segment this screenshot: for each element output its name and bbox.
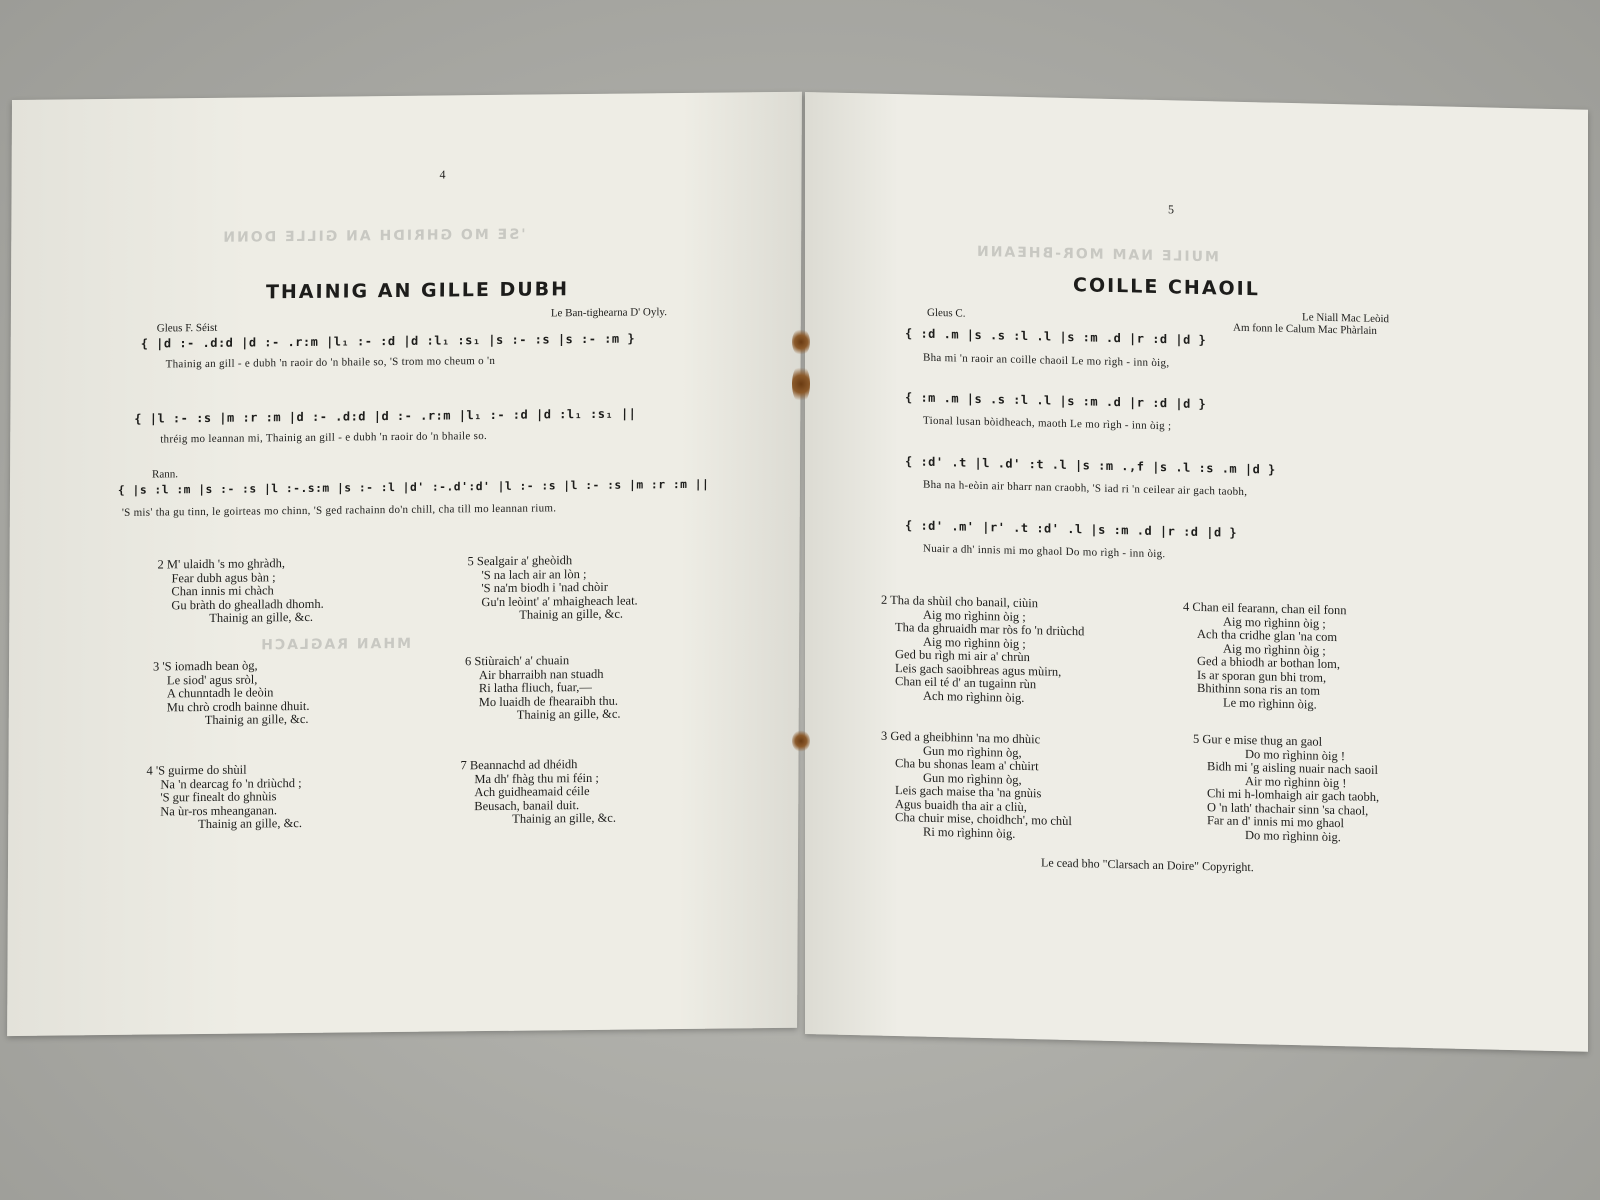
verse-3: [881, 730, 1072, 842]
verse-line: Leis gach maise tha 'na gnùis: [895, 783, 1042, 801]
verse-line: Fear dubh agus bàn ;: [171, 569, 276, 585]
verse-refrain: Thainig an gille, &c.: [516, 706, 621, 722]
verse-refrain: Thainig an gille, &c.: [519, 606, 624, 622]
verse-line: Chi mi h-lomhaigh air gach taobh,: [1207, 786, 1380, 805]
verse-line: 3 Ged a gheibhinn 'na mo dhùic: [881, 728, 1041, 747]
verse-line: Ri latha fliuch, fuar,—: [478, 679, 592, 696]
verse-line: Is ar sporan gun bhi trom,: [1197, 667, 1327, 685]
bleed-through-text: 'SE MO GHRIDH AN GILLE DONN: [221, 226, 526, 246]
verse-line: 7 Beannachd ad dhéidh: [460, 757, 578, 773]
gutter-stain: [792, 364, 810, 404]
verse-line: Air mo rìghinn òig !: [1245, 773, 1347, 790]
verse-line: Chan eil té d' an tugainn rùn: [895, 674, 1037, 692]
music-notes-line-3: { |s :l :m |s :- :s |l :-.s:m |s :- :l |d' :-.d':d' |l :- :s |l :- :s |m :r :m ||: [117, 477, 710, 497]
verse-line: O 'n lath' thachair sinn 'sa chaol,: [1207, 799, 1369, 818]
gutter-stain: [792, 730, 810, 752]
verse-line: Gu bràth do ghealladh dhomh.: [171, 596, 324, 612]
verse-line: Mo luaidh de fhearaibh thu.: [478, 693, 619, 709]
verse-line: Mu chrò crodh bainne dhuit.: [166, 698, 310, 714]
verse-line: Na 'n dearcag fo 'n driùchd ;: [160, 775, 302, 791]
verse-4: [146, 763, 302, 832]
verse-line: Gu'n leòint' a' mhaigheach leat.: [481, 592, 638, 609]
verse-line: 6 Stiùraich' a' chuain: [464, 653, 570, 669]
song-title: THAINIG AN GILLE DUBH: [265, 278, 570, 304]
lyrics-line-4: Nuair a dh' innis mi mo ghaol Do mo rìgh - inn òig.: [923, 542, 1166, 561]
lyrics-line-2: Tional lusan bòidheach, maoth Le mo rìgh - inn òig ;: [923, 414, 1172, 433]
verse-2: [881, 594, 1084, 707]
verse-line: Tha da ghruaidh mar ròs fo 'n driùchd: [895, 620, 1085, 639]
page-number: 4: [439, 167, 446, 182]
verse-line: 4 'S guirme do shùil: [146, 762, 247, 778]
lyrics-line-1: Bha mi 'n raoir an coille chaoil Le mo rìgh - inn òig,: [923, 351, 1170, 370]
music-notes-line-2: { |l :- :s |m :r :m |d :- .d:d |d :- .r:m |l₁ :- :d |d :l₁ :s₁ ||: [134, 406, 637, 426]
verse-line: Aig mo rìghinn òig ;: [1223, 613, 1326, 631]
music-notes-line-1: { |d :- .d:d |d :- .r:m |l₁ :- :d |d :l₁ :s₁ |s :- :s |s :- :m }: [140, 331, 636, 351]
key-signature: Gleus F. Séist: [156, 321, 218, 335]
verse-4: [1183, 601, 1346, 713]
right-page: [805, 92, 1588, 1052]
verse-line: Gun mo rìghinn òg,: [923, 770, 1022, 787]
page-number: 5: [1168, 202, 1174, 217]
verse-5: [467, 553, 638, 622]
verse-line: Cha bu shonas leam a' chùirt: [895, 756, 1039, 774]
verse-line: Na ùr-ros mheanganan.: [160, 802, 278, 818]
verse-line: Le mo rìghinn òig.: [1223, 694, 1317, 712]
left-page: [7, 92, 802, 1036]
rann-label: Rann.: [151, 468, 179, 481]
verse-line: 'S gur finealt do ghnùis: [160, 789, 277, 805]
verse-5: [1193, 733, 1379, 845]
verse-6: [465, 654, 621, 723]
key-signature: Gleus C.: [927, 306, 966, 320]
verse-refrain: Thainig an gille, &c.: [198, 815, 303, 832]
verse-line: Aig mo rìghinn òig ;: [923, 634, 1026, 651]
verse-refrain: Thainig an gille, &c.: [209, 609, 314, 625]
copyright-notice: Le cead bho "Clarsach an Doire" Copyright.: [1041, 855, 1254, 875]
song-title: COILLE CHAOIL: [1073, 274, 1260, 301]
verse-refrain: Thainig an gille, &c.: [204, 711, 309, 727]
verse-line: Ach tha cridhe glan 'na com: [1197, 626, 1338, 645]
verse-line: 'S na'm biodh i 'nad chòir: [481, 579, 608, 596]
verse-line: 5 Sealgair a' gheòidh: [467, 553, 573, 569]
composer-credit: Le Ban-tighearna D' Oyly.: [550, 306, 668, 320]
verse-line: Far an d' innis mi mo ghaol: [1207, 813, 1344, 831]
verse-7: [460, 758, 616, 827]
verse-line: Leis gach saoibhreas agus mùirn,: [895, 660, 1062, 679]
verse-line: 2 Tha da shùil cho banail, ciùin: [881, 592, 1039, 611]
verse-line: 'S na lach air an lòn ;: [481, 566, 587, 582]
composer-credit: Le Niall Mac Leòid: [1302, 311, 1390, 326]
verse-line: Cha chuir mise, choidhch', mo chùl: [895, 810, 1072, 829]
verse-line: A chunntadh le deòin: [166, 685, 274, 701]
verse-refrain: Thainig an gille, &c.: [512, 810, 617, 826]
bleed-through-text: MUILE NAM MOR-BHEANN: [975, 243, 1219, 266]
verse-line: Air bharraibh nan stuadh: [478, 666, 604, 682]
lyrics-line-1: Thainig an gill - e dubh 'n raoir do 'n bhaile so, 'S trom mo cheum o 'n: [165, 354, 496, 371]
verse-line: Beusach, banail duit.: [474, 797, 580, 813]
verse-line: Ged a bhiodh ar bothan lom,: [1197, 653, 1341, 672]
verse-line: Aig mo rìghinn òig ;: [923, 607, 1026, 624]
verse-line: Do mo rìghinn òig !: [1245, 746, 1345, 763]
verse-line: Bidh mi 'g aisling nuair nach saoil: [1207, 759, 1378, 778]
verse-line: Ged bu rìgh mi air a' chrùn: [895, 647, 1030, 665]
verse-line: Le siod' agus sròl,: [166, 671, 258, 687]
verse-line: Chan innis mi chàch: [171, 583, 274, 599]
verse-line: Ri mo rìghinn òig.: [923, 824, 1016, 841]
music-notes-line-1: { :d .m |s .s :l .l |s :m .d |r :d |d }: [905, 326, 1207, 348]
verse-line: 3 'S iomadh bean òg,: [152, 658, 258, 674]
lyrics-line-3: 'S mis' tha gu tinn, le goirteas mo chinn, 'S ged rachainn do'n chill, cha till mo leannan rium.: [121, 502, 557, 519]
verse-3: [153, 659, 310, 728]
verse-2: [157, 557, 324, 626]
verse-line: Ma dh' fhàg thu mi féin ;: [474, 770, 599, 786]
verse-line: 2 M' ulaidh 's mo ghràdh,: [157, 556, 286, 572]
verse-line: Ach mo rìghinn òig.: [923, 688, 1025, 705]
verse-line: 5 Gur e mise thug an gaol: [1193, 731, 1323, 749]
verse-line: Agus buaidh tha air a cliù,: [895, 796, 1027, 814]
verse-line: Bhithinn sona ris an tom: [1197, 680, 1320, 698]
verse-line: Do mo rìghinn òig.: [1245, 827, 1341, 844]
gutter-stain: [792, 328, 810, 356]
lyrics-line-2: thréig mo leannan mi, Thainig an gill - e dubh 'n raoir do 'n bhaile so.: [160, 430, 488, 446]
lyrics-line-3: Bha na h-eòin air bharr nan craobh, 'S iad ri 'n ceilear air gach taobh,: [923, 478, 1248, 499]
arranger-credit: Am fonn le Calum Mac Phàrlain: [1233, 321, 1377, 337]
verse-line: Gun mo rìghinn òg,: [923, 743, 1022, 760]
bleed-through-text: MHAN RAGLACH: [259, 635, 412, 654]
verse-line: Ach guidheamaid céile: [474, 783, 590, 800]
verse-line: 4 Chan eil fearann, chan eil fonn: [1183, 599, 1347, 618]
verse-line: Aig mo rìghinn òig ;: [1223, 640, 1326, 658]
music-notes-line-4: { :d' .m' |r' .t :d' .l |s :m .d |r :d |d }: [905, 518, 1238, 540]
music-notes-line-2: { :m .m |s .s :l .l |s :m .d |r :d |d }: [905, 390, 1207, 412]
music-notes-line-3: { :d' .t |l .d' :t .l |s :m .,f |s .l :s .m |d }: [905, 454, 1276, 477]
